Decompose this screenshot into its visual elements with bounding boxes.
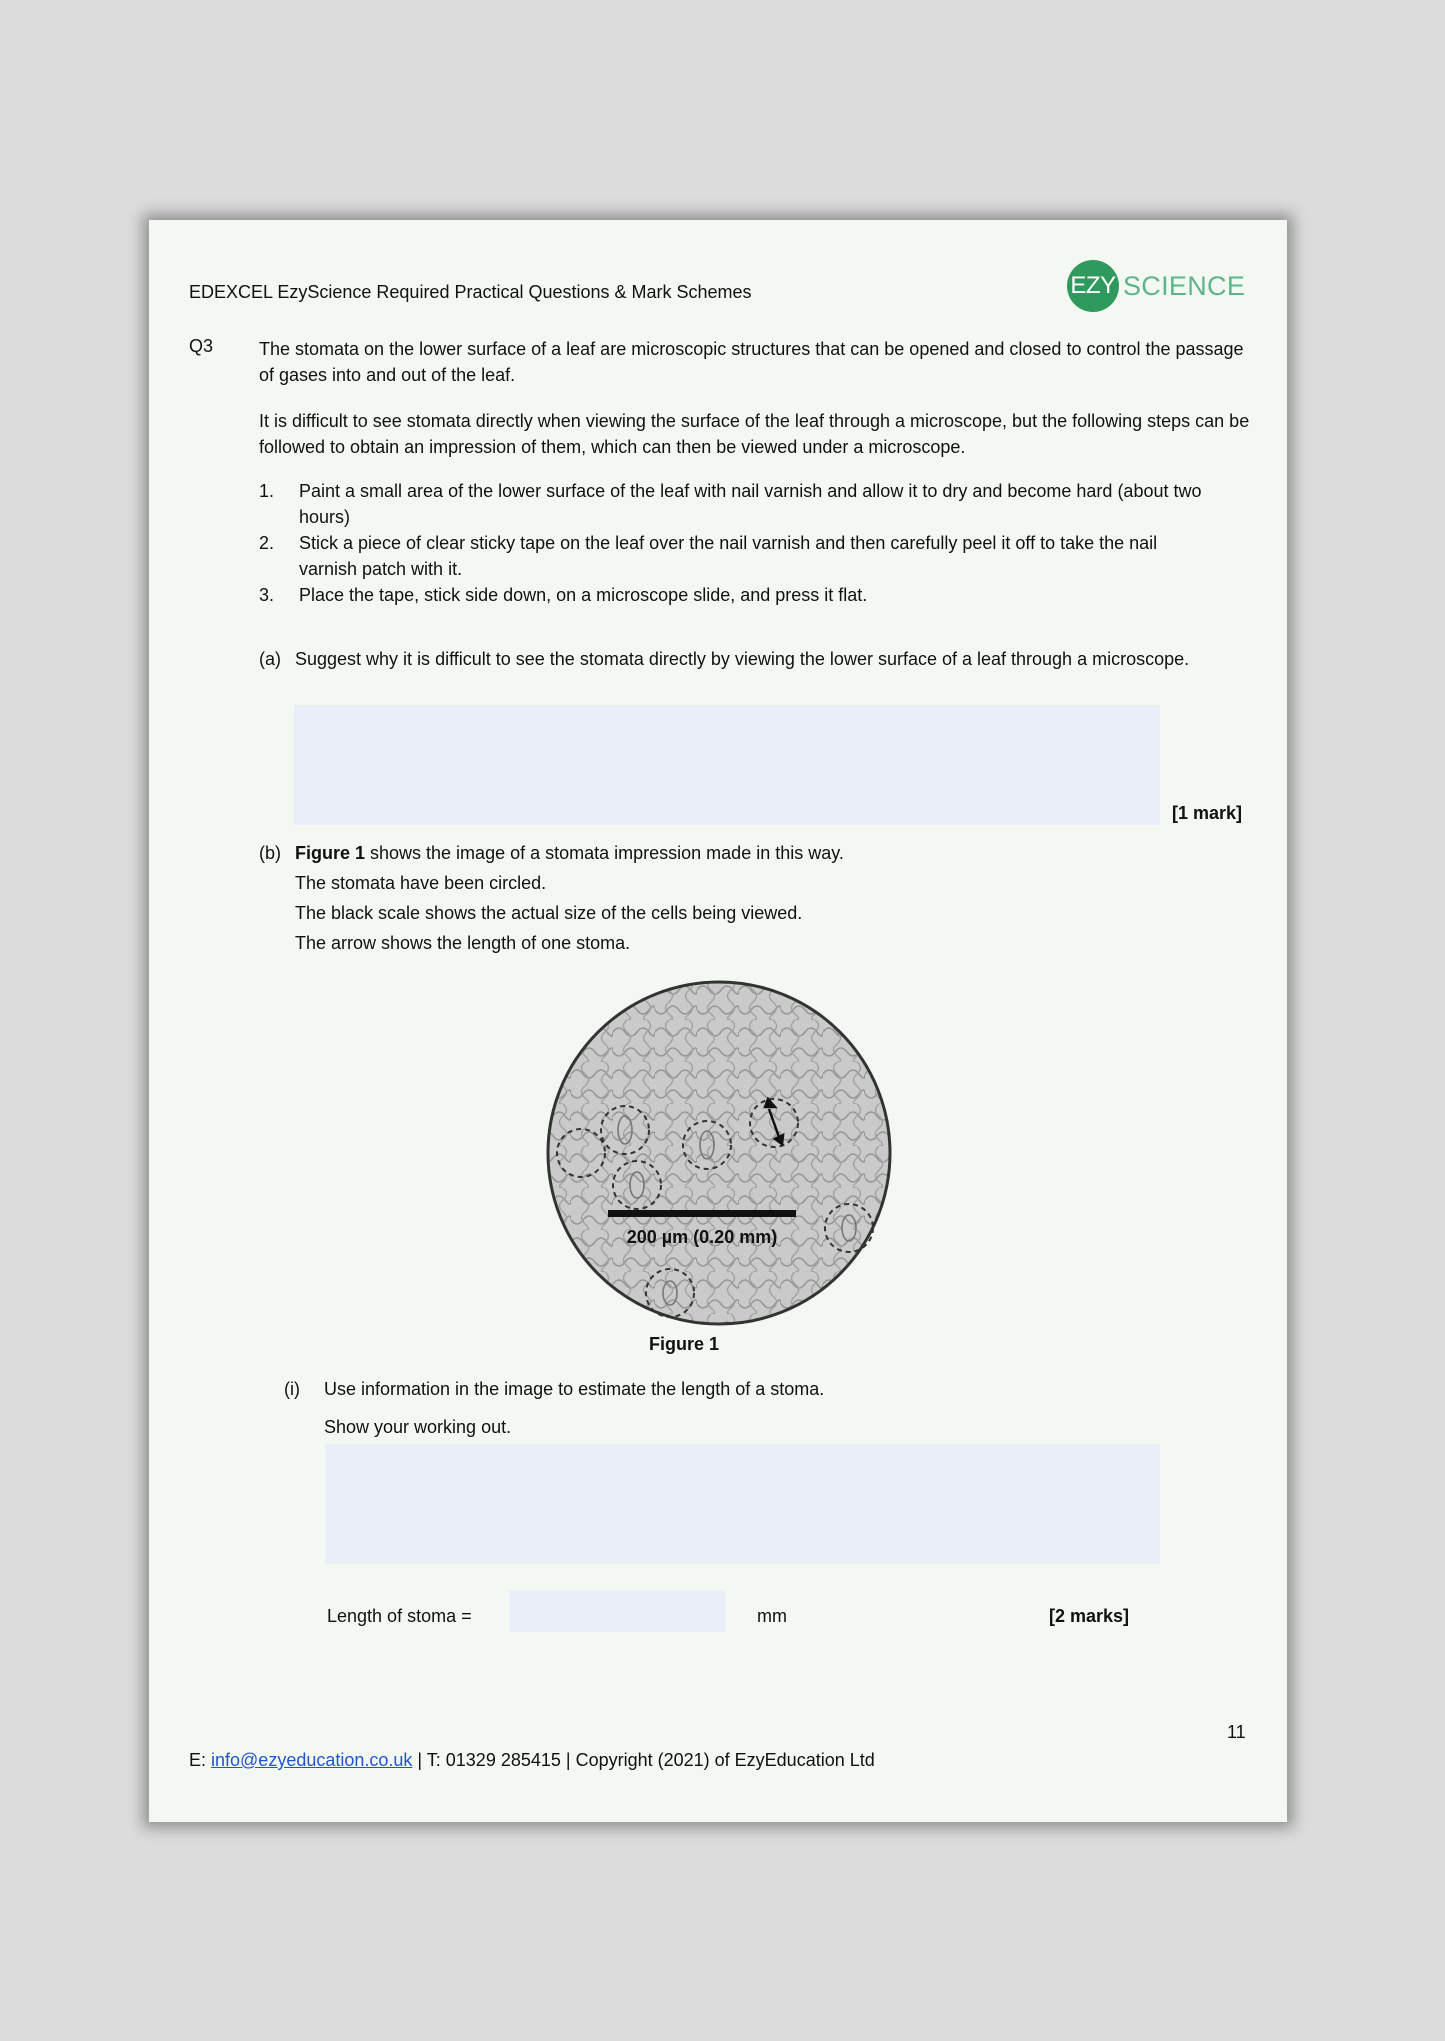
part-b-line-1: shows the image of a stomata impression made in this way.	[365, 843, 844, 863]
part-a-marks: [1 mark]	[1172, 803, 1243, 823]
part-i-working-field[interactable]	[325, 1444, 1160, 1564]
document-page	[149, 220, 1287, 1822]
method-steps	[259, 478, 1219, 608]
step-item	[259, 478, 1219, 530]
part-b-line-4: The arrow shows the length of one stoma.	[295, 933, 631, 953]
step-item	[259, 530, 1219, 582]
length-input[interactable]	[509, 1590, 725, 1632]
question-intro: The stomata on the lower surface of a leaf are microscopic structures that can be opened and closed to control the passage of gases into and out of the leaf.	[259, 339, 1244, 385]
part-i-label: (i)	[284, 1379, 300, 1399]
part-i-text: Use information in the image to estimate the length of a stoma.	[324, 1379, 825, 1399]
stomata-micrograph	[529, 978, 909, 1338]
question-number: Q3	[189, 336, 214, 356]
part-b-line-3: The black scale shows the actual size of the cells being viewed.	[295, 903, 803, 923]
footer-contact: | T: 01329 285415 | Copyright (2021) of EzyEducation Ltd	[412, 1750, 875, 1770]
footer-email-link[interactable]: info@ezyeducation.co.uk	[211, 1750, 413, 1770]
logo-badge: EZY	[1067, 260, 1119, 312]
logo-word: SCIENCE	[1123, 270, 1246, 301]
question-intro-2: It is difficult to see stomata directly when viewing the surface of the leaf through a microscope, but the following steps can be followed to obtain an impression of them, which can then be viewed under a microscope.	[259, 411, 1250, 457]
part-a-text: Suggest why it is difficult to see the stomata directly by viewing the lower surface of a leaf through a microscope.	[295, 649, 1190, 669]
ezyscience-logo	[1067, 260, 1245, 312]
step-item	[259, 582, 1219, 608]
step-text: Place the tape, stick side down, on a microscope slide, and press it flat.	[299, 585, 868, 605]
step-text: Paint a small area of the lower surface of the leaf with nail varnish and allow it to dry and become hard (about two hours)	[299, 481, 1202, 527]
length-label: Length of stoma =	[327, 1606, 472, 1626]
figure-reference: Figure 1	[295, 843, 366, 863]
part-b-line-2: The stomata have been circled.	[295, 873, 547, 893]
part-i-marks: [2 marks]	[1049, 1606, 1130, 1626]
figure-caption: Figure 1	[649, 1334, 720, 1354]
scale-label: 200 µm (0.20 mm)	[626, 1227, 778, 1247]
part-i	[284, 1376, 1184, 1440]
step-number: 1.	[259, 481, 275, 501]
footer	[189, 1750, 875, 1771]
length-unit: mm	[757, 1606, 787, 1626]
page-number: 11	[1227, 1722, 1246, 1742]
step-number: 2.	[259, 533, 275, 553]
part-b	[259, 840, 1219, 956]
step-number: 3.	[259, 585, 275, 605]
part-a-answer-field[interactable]	[294, 705, 1160, 825]
part-a	[259, 646, 1219, 672]
footer-email-prefix: E:	[189, 1750, 212, 1770]
part-b-label: (b)	[259, 843, 281, 863]
step-text: Stick a piece of clear sticky tape on the leaf over the nail varnish and then carefully peel it off to take the nail varnish patch with it.	[299, 533, 1158, 579]
part-i-working: Show your working out.	[324, 1417, 512, 1437]
part-a-label: (a)	[259, 649, 281, 669]
header-title: EDEXCEL EzyScience Required Practical Questions & Mark Schemes	[189, 282, 752, 302]
